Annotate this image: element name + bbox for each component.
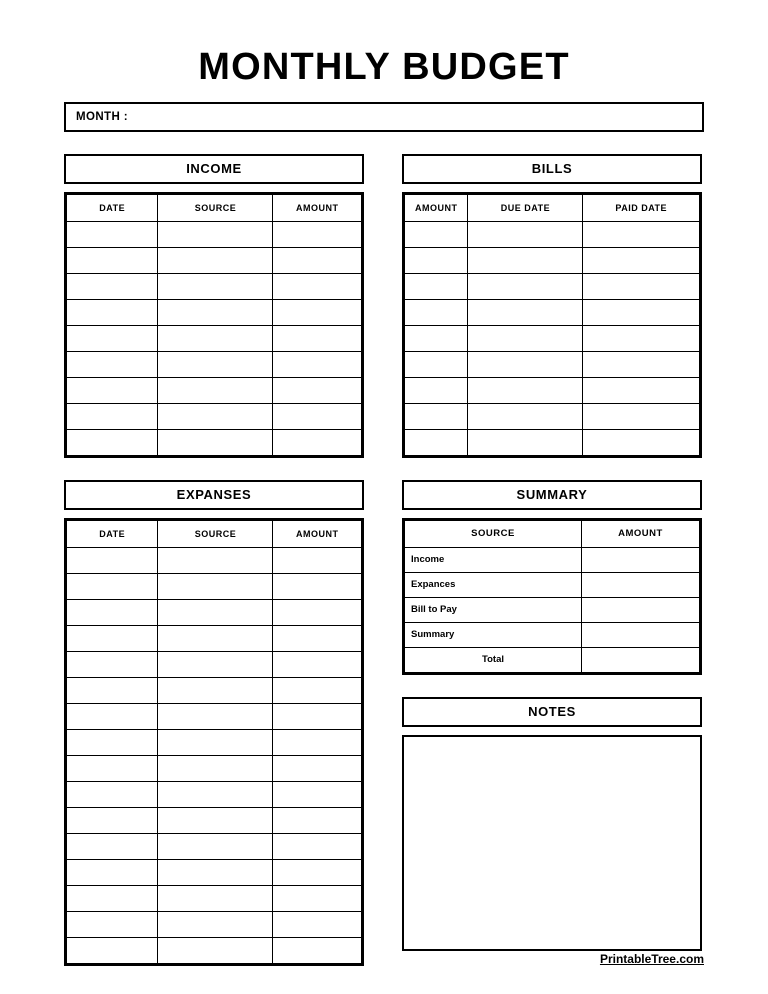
expanses-cell-amount[interactable] (273, 781, 362, 807)
table-row[interactable] (67, 833, 362, 859)
summary-amount-total[interactable] (582, 647, 700, 672)
income-cell-amount[interactable] (273, 377, 362, 403)
expanses-cell-source[interactable] (158, 885, 273, 911)
income-cell-amount[interactable] (273, 299, 362, 325)
table-row[interactable] (405, 377, 700, 403)
summary-amount-summary[interactable] (582, 622, 700, 647)
bills-cell-paid-date[interactable] (583, 325, 700, 351)
bills-cell-due-date[interactable] (468, 221, 583, 247)
expanses-cell-date[interactable] (67, 807, 158, 833)
expanses-cell-date[interactable] (67, 677, 158, 703)
expanses-cell-date[interactable] (67, 703, 158, 729)
table-row[interactable] (67, 781, 362, 807)
bills-cell-amount[interactable] (405, 247, 468, 273)
content-columns (64, 154, 704, 966)
table-row[interactable] (67, 599, 362, 625)
summary-col-amount: AMOUNT (582, 520, 700, 547)
income-cell-source[interactable] (158, 273, 273, 299)
bills-heading: BILLS (402, 154, 702, 184)
table-row[interactable] (67, 885, 362, 911)
income-table-wrapper (64, 192, 364, 458)
table-row[interactable] (67, 377, 362, 403)
expanses-cell-amount[interactable] (273, 937, 362, 963)
income-cell-date[interactable] (67, 273, 158, 299)
expanses-col-source: SOURCE (158, 520, 273, 547)
income-body (67, 221, 362, 455)
bills-cell-paid-date[interactable] (583, 403, 700, 429)
table-row-total[interactable] (405, 647, 700, 672)
expanses-cell-source[interactable] (158, 729, 273, 755)
expanses-cell-date[interactable] (67, 573, 158, 599)
expanses-cell-date[interactable] (67, 937, 158, 963)
expanses-cell-date[interactable] (67, 651, 158, 677)
bills-cell-amount[interactable] (405, 299, 468, 325)
summary-col-source: SOURCE (405, 520, 582, 547)
table-row[interactable] (67, 547, 362, 573)
notes-heading: NOTES (402, 697, 702, 727)
expanses-col-date: DATE (67, 520, 158, 547)
table-row[interactable] (405, 221, 700, 247)
page-title: MONTHLY BUDGET (198, 46, 570, 88)
table-row[interactable] (405, 325, 700, 351)
table-row[interactable] (405, 597, 700, 622)
expanses-cell-date[interactable] (67, 547, 158, 573)
table-row[interactable] (67, 221, 362, 247)
expanses-cell-amount[interactable] (273, 625, 362, 651)
right-column (402, 154, 702, 966)
income-cell-amount[interactable] (273, 247, 362, 273)
bills-table-wrapper (402, 192, 702, 458)
income-cell-source[interactable] (158, 377, 273, 403)
expanses-cell-source[interactable] (158, 859, 273, 885)
summary-header-row (405, 520, 700, 547)
table-row[interactable] (405, 622, 700, 647)
income-cell-source[interactable] (158, 351, 273, 377)
income-cell-source[interactable] (158, 325, 273, 351)
income-cell-amount[interactable] (273, 351, 362, 377)
income-cell-date[interactable] (67, 351, 158, 377)
income-heading: INCOME (64, 154, 364, 184)
expanses-cell-amount[interactable] (273, 573, 362, 599)
income-header-row (67, 194, 362, 221)
expanses-table (66, 520, 362, 964)
table-row[interactable] (67, 755, 362, 781)
bills-col-due-date: DUE DATE (468, 194, 583, 221)
expanses-header-row (67, 520, 362, 547)
income-cell-source[interactable] (158, 429, 273, 455)
expanses-cell-amount[interactable] (273, 677, 362, 703)
expanses-cell-source[interactable] (158, 703, 273, 729)
income-cell-source[interactable] (158, 403, 273, 429)
income-cell-amount[interactable] (273, 221, 362, 247)
income-cell-date[interactable] (67, 403, 158, 429)
bills-cell-due-date[interactable] (468, 325, 583, 351)
bills-cell-paid-date[interactable] (583, 351, 700, 377)
table-row[interactable] (67, 651, 362, 677)
bills-cell-due-date[interactable] (468, 351, 583, 377)
table-row[interactable] (67, 625, 362, 651)
expanses-cell-source[interactable] (158, 833, 273, 859)
bills-cell-amount[interactable] (405, 273, 468, 299)
bills-col-paid-date: PAID DATE (583, 194, 700, 221)
table-row[interactable] (405, 429, 700, 455)
bills-cell-due-date[interactable] (468, 377, 583, 403)
bills-cell-amount[interactable] (405, 351, 468, 377)
bills-cell-paid-date[interactable] (583, 221, 700, 247)
expanses-cell-date[interactable] (67, 755, 158, 781)
income-cell-amount[interactable] (273, 429, 362, 455)
expanses-cell-date[interactable] (67, 833, 158, 859)
table-row[interactable] (67, 859, 362, 885)
expanses-cell-source[interactable] (158, 911, 273, 937)
expanses-cell-date[interactable] (67, 859, 158, 885)
bills-col-amount: AMOUNT (405, 194, 468, 221)
income-cell-amount[interactable] (273, 325, 362, 351)
table-row[interactable] (405, 299, 700, 325)
bills-cell-amount[interactable] (405, 221, 468, 247)
table-row[interactable] (405, 572, 700, 597)
expanses-cell-source[interactable] (158, 573, 273, 599)
income-col-source: SOURCE (158, 194, 273, 221)
income-cell-amount[interactable] (273, 403, 362, 429)
income-col-amount: AMOUNT (273, 194, 362, 221)
expanses-cell-source[interactable] (158, 781, 273, 807)
expanses-cell-source[interactable] (158, 677, 273, 703)
expanses-cell-amount[interactable] (273, 703, 362, 729)
expanses-cell-amount[interactable] (273, 547, 362, 573)
expanses-cell-amount[interactable] (273, 807, 362, 833)
bills-cell-due-date[interactable] (468, 403, 583, 429)
month-label: MONTH : (76, 110, 128, 123)
expanses-cell-date[interactable] (67, 729, 158, 755)
expanses-cell-source[interactable] (158, 807, 273, 833)
income-table (66, 194, 362, 456)
expanses-cell-source[interactable] (158, 547, 273, 573)
table-row[interactable] (67, 807, 362, 833)
table-row[interactable] (67, 403, 362, 429)
summary-label-summary: Summary (405, 622, 582, 647)
expanses-cell-amount[interactable] (273, 911, 362, 937)
income-cell-date[interactable] (67, 299, 158, 325)
bills-cell-paid-date[interactable] (583, 299, 700, 325)
summary-label-income: Income (405, 547, 582, 572)
expanses-cell-source[interactable] (158, 599, 273, 625)
bills-header-row (405, 194, 700, 221)
expanses-cell-amount[interactable] (273, 755, 362, 781)
bills-cell-paid-date[interactable] (583, 377, 700, 403)
income-cell-date[interactable] (67, 221, 158, 247)
table-row[interactable] (67, 911, 362, 937)
bills-cell-due-date[interactable] (468, 247, 583, 273)
expanses-cell-source[interactable] (158, 755, 273, 781)
table-row[interactable] (405, 547, 700, 572)
expanses-cell-source[interactable] (158, 625, 273, 651)
bills-cell-paid-date[interactable] (583, 247, 700, 273)
table-row[interactable] (67, 299, 362, 325)
expanses-cell-amount[interactable] (273, 599, 362, 625)
bills-cell-amount[interactable] (405, 325, 468, 351)
expanses-cell-amount[interactable] (273, 651, 362, 677)
bills-cell-paid-date[interactable] (583, 429, 700, 455)
expanses-cell-amount[interactable] (273, 729, 362, 755)
bills-table (404, 194, 700, 456)
summary-label-total: Total (405, 647, 582, 672)
expanses-cell-date[interactable] (67, 885, 158, 911)
expanses-cell-amount[interactable] (273, 885, 362, 911)
bills-cell-amount[interactable] (405, 429, 468, 455)
table-row[interactable] (405, 273, 700, 299)
table-row[interactable] (67, 573, 362, 599)
summary-table-wrapper (402, 518, 702, 675)
bills-cell-paid-date[interactable] (583, 273, 700, 299)
bills-cell-due-date[interactable] (468, 429, 583, 455)
expanses-cell-date[interactable] (67, 781, 158, 807)
expanses-table-wrapper (64, 518, 364, 966)
bills-body (405, 221, 700, 455)
summary-amount-bill-to-pay[interactable] (582, 597, 700, 622)
bills-cell-due-date[interactable] (468, 273, 583, 299)
summary-body (405, 547, 700, 672)
income-cell-source[interactable] (158, 299, 273, 325)
expanses-cell-source[interactable] (158, 651, 273, 677)
expanses-col-amount: AMOUNT (273, 520, 362, 547)
income-cell-date[interactable] (67, 429, 158, 455)
income-col-date: DATE (67, 194, 158, 221)
notes-area[interactable] (402, 735, 702, 951)
expanses-body (67, 547, 362, 963)
income-cell-date[interactable] (67, 377, 158, 403)
income-cell-date[interactable] (67, 325, 158, 351)
expanses-cell-date[interactable] (67, 911, 158, 937)
summary-label-bill-to-pay: Bill to Pay (405, 597, 582, 622)
income-cell-source[interactable] (158, 221, 273, 247)
table-row[interactable] (405, 351, 700, 377)
bills-cell-amount[interactable] (405, 403, 468, 429)
table-row[interactable] (67, 247, 362, 273)
summary-table (404, 520, 700, 673)
table-row[interactable] (405, 403, 700, 429)
table-row[interactable] (67, 703, 362, 729)
table-row[interactable] (67, 351, 362, 377)
table-row[interactable] (67, 429, 362, 455)
table-row[interactable] (67, 273, 362, 299)
income-cell-amount[interactable] (273, 273, 362, 299)
summary-amount-income[interactable] (582, 547, 700, 572)
table-row[interactable] (67, 677, 362, 703)
expanses-cell-amount[interactable] (273, 833, 362, 859)
summary-amount-expances[interactable] (582, 572, 700, 597)
table-row[interactable] (67, 729, 362, 755)
table-row[interactable] (67, 325, 362, 351)
summary-label-expances: Expances (405, 572, 582, 597)
bills-cell-due-date[interactable] (468, 299, 583, 325)
expanses-heading: EXPANSES (64, 480, 364, 510)
expanses-cell-date[interactable] (67, 599, 158, 625)
expanses-cell-date[interactable] (67, 625, 158, 651)
table-row[interactable] (67, 937, 362, 963)
footer-credit[interactable]: PrintableTree.com (599, 952, 704, 966)
expanses-cell-source[interactable] (158, 937, 273, 963)
income-cell-source[interactable] (158, 247, 273, 273)
table-row[interactable] (405, 247, 700, 273)
summary-heading: SUMMARY (402, 480, 702, 510)
left-column (64, 154, 364, 966)
expanses-cell-amount[interactable] (273, 859, 362, 885)
month-field[interactable] (64, 102, 704, 132)
bills-cell-amount[interactable] (405, 377, 468, 403)
income-cell-date[interactable] (67, 247, 158, 273)
